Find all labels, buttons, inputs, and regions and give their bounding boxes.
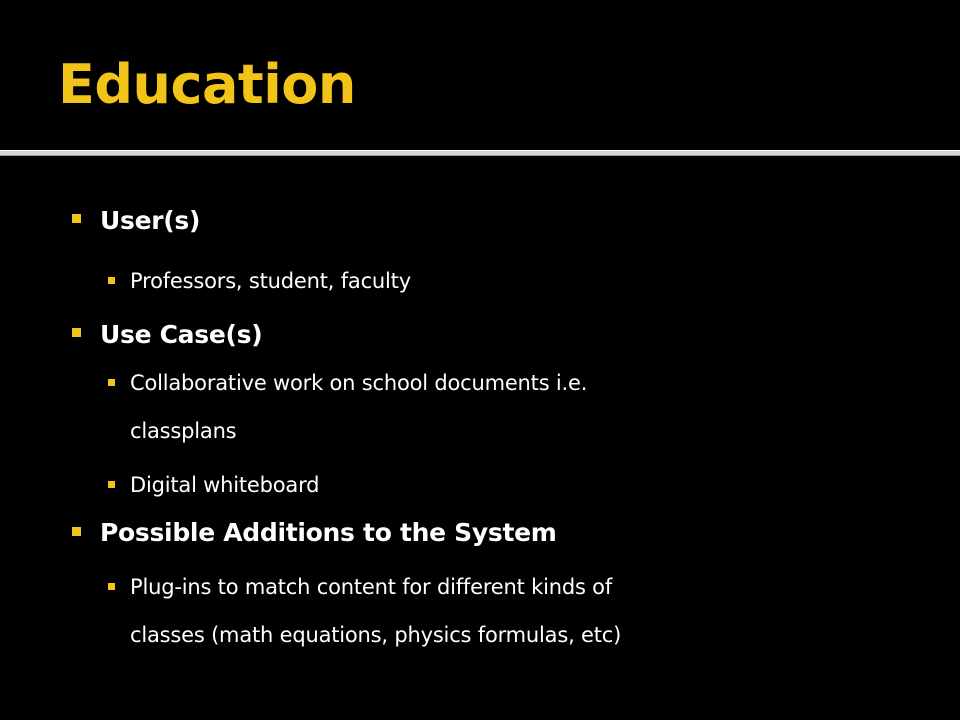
sub-bullet-collab-line2: classplans	[130, 419, 237, 443]
bullet-use-cases: Use Case(s)	[100, 320, 263, 349]
slide-title: Education	[58, 53, 356, 116]
sub-bullet-users: Professors, student, faculty	[130, 269, 411, 293]
bullet-additions: Possible Additions to the System	[100, 518, 557, 547]
title-bar	[0, 0, 960, 150]
slide-content	[0, 157, 960, 720]
sub-bullet-plugins-line2: classes (math equations, physics formulas, etc)	[130, 623, 622, 647]
sub-bullet-marker	[108, 277, 115, 284]
sub-bullet-collab-line1: Collaborative work on school documents i.e.	[130, 371, 588, 395]
sub-bullet-plugins-line1: Plug-ins to match content for different kinds of	[130, 575, 613, 599]
bullet-marker	[72, 328, 81, 337]
sub-bullet-whiteboard: Digital whiteboard	[130, 473, 320, 497]
sub-bullet-marker	[108, 481, 115, 488]
bullet-users: User(s)	[100, 206, 201, 235]
bullet-marker	[72, 527, 81, 536]
bullet-marker	[72, 214, 81, 223]
title-divider	[0, 150, 960, 156]
sub-bullet-marker	[108, 583, 115, 590]
sub-bullet-marker	[108, 379, 115, 386]
